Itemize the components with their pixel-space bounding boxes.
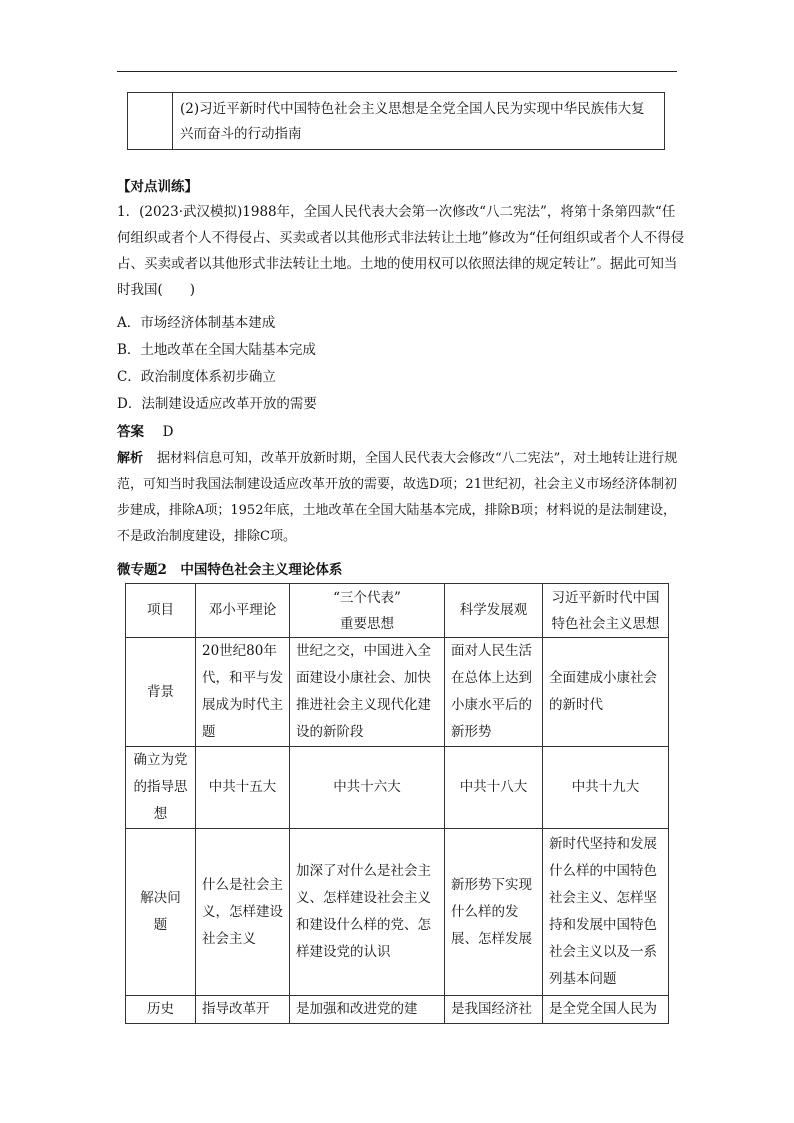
table-cell: 20世纪80年代，和平与发展成为时代主题: [196, 638, 290, 747]
question-stem: 1．(2023·武汉模拟)1988年，全国人民代表大会第一次修改“八二宪法”，将第十条第四款“任何组织或者个人不得侵占、买卖或者以其他形式非法转让土地”修改为“任何组织或者个人不得侵占、买卖或者以其他形式非法转让土地。土地的使用权可以依照法律的规定转让”。据此可知当时我国( ): [117, 204, 685, 298]
continued-table-row: [127, 92, 665, 150]
table-cell: 全面建成小康社会的新时代: [543, 638, 669, 747]
table-cell: 新时代坚持和发展什么样的中国特色社会主义、怎样坚持和发展中国特色社会主义以及一系列基本问题: [543, 829, 669, 996]
header-cell: “三个代表” 重要思想: [290, 584, 445, 638]
table-cell: 新形势下实现什么样的发展、怎样发展: [445, 829, 543, 996]
header-cell: 习近平新时代中国特色社会主义思想: [543, 584, 669, 638]
topic-title: 微专题2 中国特色社会主义理论体系: [117, 562, 343, 578]
analysis-paragraph: [117, 446, 685, 550]
row-label-cell: 历史: [126, 996, 196, 1024]
table-cell: 是全党全国人民为: [543, 996, 669, 1024]
section-label: 【对点训练】: [117, 179, 198, 195]
option-c: C．政治制度体系初步确立: [117, 369, 276, 385]
option-a: A．市场经济体制基本建成: [117, 315, 276, 331]
header-rule: [117, 71, 677, 72]
table-cell: 中共十五大: [196, 747, 290, 829]
continued-table-text: (2)习近平新时代中国特色社会主义思想是全党全国人民为实现中华民族伟大复兴而奋斗的行动指南: [180, 101, 645, 142]
table-row: [126, 996, 669, 1024]
header-cell: 科学发展观: [445, 584, 543, 638]
table-cell: 面对人民生活在总体上达到小康水平后的新形势: [445, 638, 543, 747]
table-cell: 中共十六大: [290, 747, 445, 829]
table-header-row: [126, 584, 669, 638]
answer-value: D: [162, 424, 174, 440]
continued-table-left-cell: [128, 93, 173, 149]
answer-label: 答案: [117, 424, 144, 440]
answer-line: [117, 420, 173, 440]
table-row: [126, 747, 669, 829]
table-cell: 指导改革开: [196, 996, 290, 1024]
analysis-text: 据材料信息可知，改革开放新时期，全国人民代表大会修改“八二宪法”，对土地转让进行规范，可知当时我国法制建设适应改革开放的需要，故选D项；21世纪初，社会主义市场经济体制初步建成，排除A项；1952年底，土地改革在全国大陆基本完成，排除B项；材料说的是法制建设，不是政治制度建设，排除C项。: [117, 451, 678, 544]
row-label-cell: 解决问题: [126, 829, 196, 996]
table-cell: 是我国经济社: [445, 996, 543, 1024]
option-d: D．法制建设适应改革开放的需要: [117, 396, 317, 412]
table-cell: 世纪之交，中国进入全面建设小康社会、加快推进社会主义现代化建设的新阶段: [290, 638, 445, 747]
option-b: B．土地改革在全国大陆基本完成: [117, 342, 316, 358]
table-cell: 中共十九大: [543, 747, 669, 829]
row-label-cell: 背景: [126, 638, 196, 747]
table-cell: 是加强和改进党的建: [290, 996, 445, 1024]
header-cell: 邓小平理论: [196, 584, 290, 638]
table-cell: 加深了对什么是社会主义、怎样建设社会主义和建设什么样的党、怎样建设党的认识: [290, 829, 445, 996]
table-cell: 中共十八大: [445, 747, 543, 829]
theory-table: [125, 583, 669, 1024]
analysis-label: 解析: [117, 451, 144, 466]
table-row: [126, 829, 669, 996]
row-label-cell: 确立为党的指导思想: [126, 747, 196, 829]
table-row: [126, 638, 669, 747]
header-cell: 项目: [126, 584, 196, 638]
table-cell: 什么是社会主义，怎样建设社会主义: [196, 829, 290, 996]
